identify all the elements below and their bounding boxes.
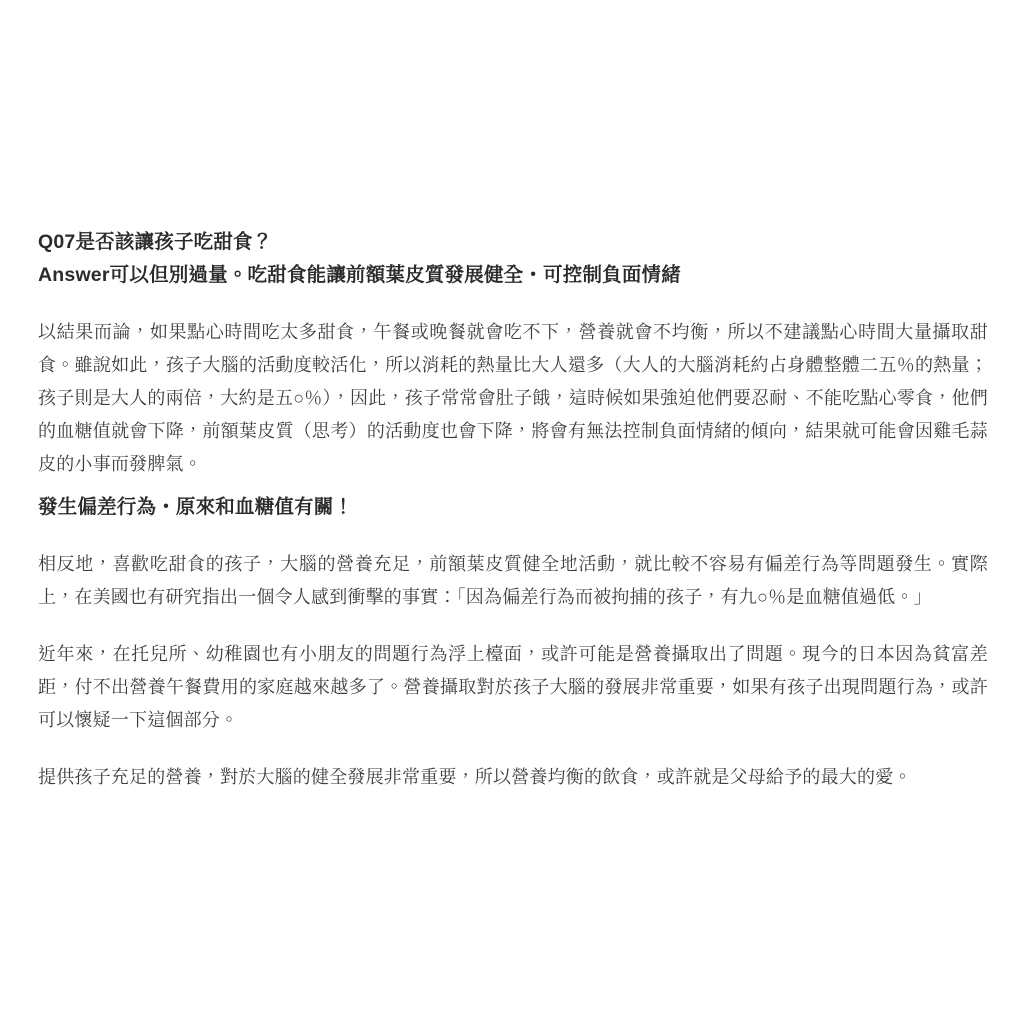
answer-heading: Answer可以但別過量。吃甜食能讓前額葉皮質發展健全・可控制負面情緒 — [38, 264, 681, 286]
article-body — [38, 226, 988, 818]
question-heading: Q07是否該讓孩子吃甜食？ — [38, 231, 273, 253]
paragraph-2: 相反地，喜歡吃甜食的孩子，大腦的營養充足，前額葉皮質健全地活動，就比較不容易有偏差行為等問題發生。實際上，在美國也有研究指出一個令人感到衝擊的事實：「因為偏差行為而被拘捕的孩子，有九○％是血糖值過低。」 — [38, 554, 988, 607]
section-subheading: 發生偏差行為・原來和血糖值有關！ — [38, 496, 354, 518]
paragraph-4: 提供孩子充足的營養，對於大腦的健全發展非常重要，所以營養均衡的飲食，或許就是父母給予的最大的愛。 — [38, 767, 912, 787]
paragraph-3: 近年來，在托兒所、幼稚園也有小朋友的問題行為浮上檯面，或許可能是營養攝取出了問題。現今的日本因為貧富差距，付不出營養午餐費用的家庭越來越多了。營養攝取對於孩子大腦的發展非常重要，如果有孩子出現問題行為，或許可以懷疑一下這個部分。 — [38, 644, 988, 730]
paragraph-1: 以結果而論，如果點心時間吃太多甜食，午餐或晚餐就會吃不下，營養就會不均衡，所以不建議點心時間大量攝取甜食。雖說如此，孩子大腦的活動度較活化，所以消耗的熱量比大人還多（大人的大腦消耗約占身體整體二五％的熱量；孩子則是大人的兩倍，大約是五○％），因此，孩子常常會肚子餓，這時候如果強迫他們要忍耐、不能吃點心零食，他們的血糖值就會下降，前額葉皮質（思考）的活動度也會下降，將會有無法控制負面情緒的傾向，結果就可能會因雞毛蒜皮的小事而發脾氣。 — [38, 322, 988, 474]
